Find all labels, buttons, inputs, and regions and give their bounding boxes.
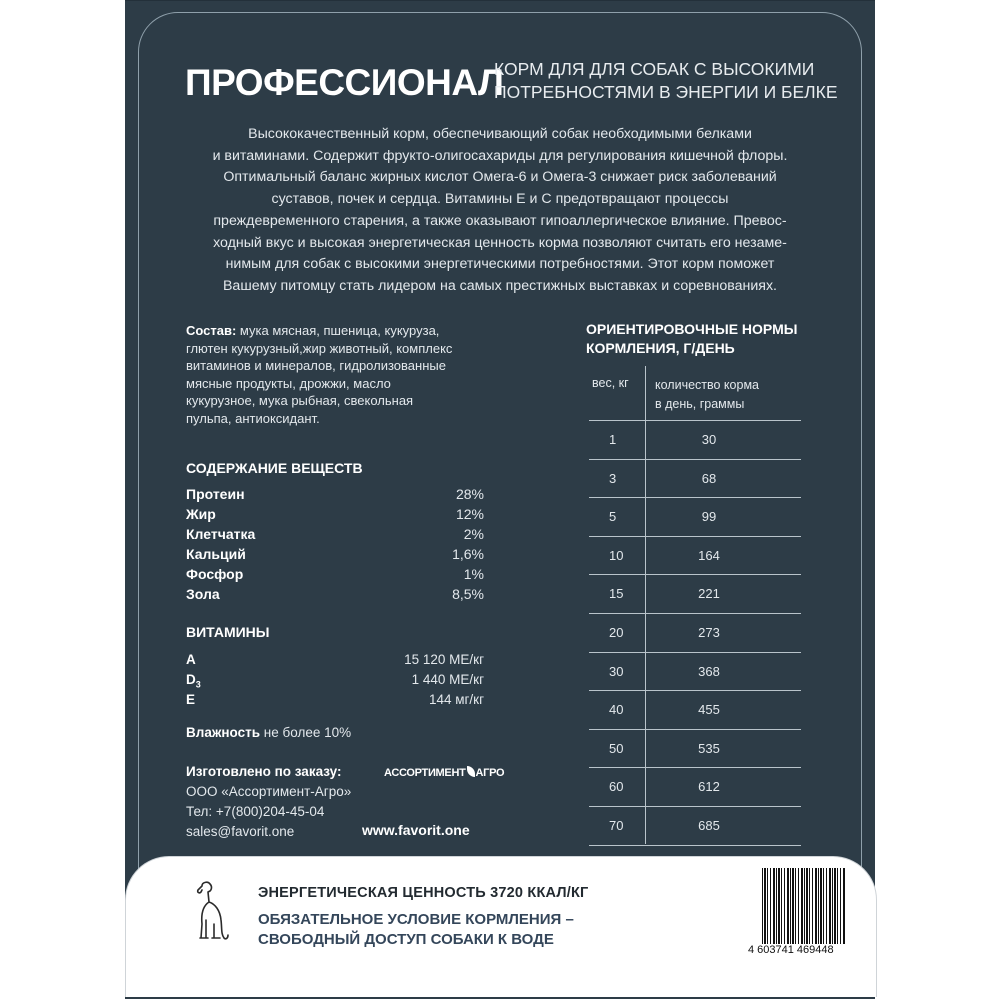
manufacturer-phone: Тел: +7(800)204-45-04 [186, 804, 325, 819]
vitamin-subscript: 3 [195, 679, 201, 690]
amount-cell: 99 [701, 509, 717, 525]
composition-label: Состав: [186, 323, 237, 338]
feeding-heading [586, 320, 797, 358]
manufacturer-email: sales@favorit.one [186, 824, 295, 839]
energy-value: ЭНЕРГЕТИЧЕСКАЯ ЦЕННОСТЬ 3720 ККАЛ/КГ [258, 885, 589, 901]
barcode-number: 4 603741 469448 [748, 944, 834, 956]
composition-text: мясные продукты, дрожжи, масло [186, 375, 391, 391]
description [170, 124, 830, 298]
vitamins-heading: ВИТАМИНЫ [186, 624, 270, 640]
nutrient-row [186, 506, 484, 526]
amount-cell: 164 [698, 547, 720, 563]
nutrients-heading: СОДЕРЖАНИЕ ВЕЩЕСТВ [186, 460, 363, 476]
weight-cell: 3 [609, 470, 617, 486]
amount-header-line: количество корма [655, 378, 759, 392]
table-header [589, 366, 801, 420]
vitamin-row [186, 692, 484, 710]
table-row [589, 767, 801, 806]
feeding-table [589, 366, 801, 883]
moisture-label: Влажность [186, 725, 261, 740]
composition-text: витаминов и минералов, гидролизованные [186, 358, 446, 374]
vitamin-name: A [186, 652, 196, 667]
description-line: Вашему питомцу стать лидером на самых престижных выставках и соревнованиях. [222, 277, 778, 294]
description-line: ходный вкус и высокая энергетическая ценность корма позволяют считать его незаме- [213, 234, 787, 251]
amount-cell: 30 [701, 432, 717, 447]
condition-line: СВОБОДНЫЙ ДОСТУП СОБАКИ К ВОДЕ [258, 931, 554, 948]
brand-logo [384, 766, 504, 779]
barcode-icon [748, 868, 848, 958]
weight-cell: 40 [609, 702, 624, 718]
table-row [589, 613, 801, 652]
feeding-heading-line: ОРИЕНТИРОВОЧНЫЕ НОРМЫ [586, 321, 798, 337]
description-line: суставов, почек и сердца. Витамины Е и С предотвращают процессы [271, 191, 729, 208]
table-row [589, 690, 801, 729]
description-line: нимым для собак с высокими энергетическими потребностями. Этот корм поможет [225, 256, 775, 273]
leaf-icon [467, 766, 475, 777]
table-row [589, 497, 801, 536]
nutrient-name: Кальций [186, 546, 246, 562]
moisture [186, 725, 351, 740]
weight-cell: 5 [609, 509, 617, 525]
nutrient-name: Зола [186, 586, 220, 602]
vitamin-name: E [186, 692, 196, 707]
nutrient-name: Жир [186, 506, 216, 522]
weight-column-header: вес, кг [592, 376, 629, 390]
table-row [589, 806, 801, 845]
composition-text: кукурузное, мука рыбная, свекольная [186, 393, 414, 409]
product-subtitle [494, 58, 838, 104]
nutrient-name: Клетчатка [186, 526, 256, 542]
website-link[interactable]: www.favorit.one [362, 822, 470, 838]
amount-cell: 68 [701, 470, 717, 486]
manufacturer-name: ООО «Ассортимент-Агро» [186, 784, 352, 799]
condition-line: ОБЯЗАТЕЛЬНОЕ УСЛОВИЕ КОРМЛЕНИЯ – [258, 911, 574, 928]
feeding-heading-line: КОРМЛЕНИЯ, Г/ДЕНЬ [586, 340, 735, 356]
composition [186, 322, 516, 428]
vitamin-value: 144 мг/кг [428, 692, 484, 707]
nutrient-row [186, 486, 484, 506]
composition-text: мука мясная, пшеница, кукуруза, [236, 323, 440, 338]
amount-cell: 455 [698, 702, 720, 718]
nutrient-value: 1% [463, 566, 484, 582]
nutrient-value: 1,6% [452, 546, 484, 562]
vitamin-value: 1 440 МЕ/кг [411, 672, 484, 687]
vitamin-value: 15 120 МЕ/кг [404, 652, 484, 667]
weight-cell: 60 [609, 779, 624, 795]
moisture-value: не более 10% [260, 725, 352, 740]
table-row [589, 729, 801, 768]
description-line: и витаминами. Содержит фрукто-олигосахариды для регулирования кишечной флоры. [212, 147, 788, 164]
nutrient-row [186, 526, 484, 546]
weight-cell: 50 [609, 740, 624, 756]
weight-cell: 30 [609, 663, 624, 679]
description-line: преждевременного старения, а также оказывают гипоаллергическое влияние. Превос- [213, 212, 787, 229]
vitamin-row [186, 652, 484, 670]
table-row [589, 459, 801, 498]
amount-cell: 273 [698, 624, 720, 640]
subtitle-line: ПОТРЕБНОСТЯМИ В ЭНЕРГИИ И БЕЛКЕ [494, 82, 838, 102]
table-row [589, 536, 801, 575]
composition-text: глютен кукурузный,жир животный, комплекс [186, 340, 453, 356]
amount-cell: 685 [698, 817, 720, 833]
nutrient-name: Фосфор [186, 566, 244, 582]
amount-cell: 221 [698, 586, 720, 602]
weight-cell: 1 [609, 432, 617, 447]
nutrient-row [186, 546, 484, 566]
amount-cell: 535 [698, 740, 720, 756]
vitamin-name: D [186, 672, 196, 687]
amount-cell: 368 [698, 663, 720, 679]
nutrient-value: 2% [463, 526, 484, 542]
nutrient-value: 8,5% [452, 586, 484, 602]
logo-text-left: АССОРТИМЕНТ [384, 767, 466, 779]
table-row [589, 652, 801, 691]
weight-cell: 70 [609, 817, 624, 833]
barcode-bars [762, 868, 846, 944]
description-line: Высококачественный корм, обеспечивающий собак необходимыми белками [248, 126, 752, 142]
weight-cell: 10 [609, 547, 624, 563]
feeding-condition [258, 910, 574, 950]
dog-icon [188, 880, 232, 944]
composition-text: пульпа, антиоксидант. [186, 410, 320, 426]
nutrient-name: Протеин [186, 486, 245, 502]
amount-cell: 612 [698, 779, 720, 795]
product-title: ПРОФЕССИОНАЛ [185, 62, 504, 103]
amount-header-line: в день, граммы [655, 397, 745, 411]
nutrient-value: 28% [455, 486, 484, 502]
description-line: Оптимальный баланс жирных кислот Омега-6 и Омега-3 снижает риск заболеваний [223, 169, 777, 186]
manufacturer-heading: Изготовлено по заказу: [186, 764, 342, 779]
weight-cell: 15 [609, 586, 624, 602]
amount-column-header [655, 376, 759, 414]
logo-text-right: АГРО [475, 767, 505, 779]
weight-cell: 20 [609, 624, 624, 640]
table-row [589, 420, 801, 459]
nutrient-value: 12% [455, 506, 484, 522]
nutrient-row [186, 566, 484, 586]
nutrient-row [186, 586, 484, 606]
table-row [589, 574, 801, 613]
subtitle-line: КОРМ ДЛЯ ДЛЯ СОБАК С ВЫСОКИМИ [494, 59, 815, 79]
vitamin-row [186, 672, 484, 690]
